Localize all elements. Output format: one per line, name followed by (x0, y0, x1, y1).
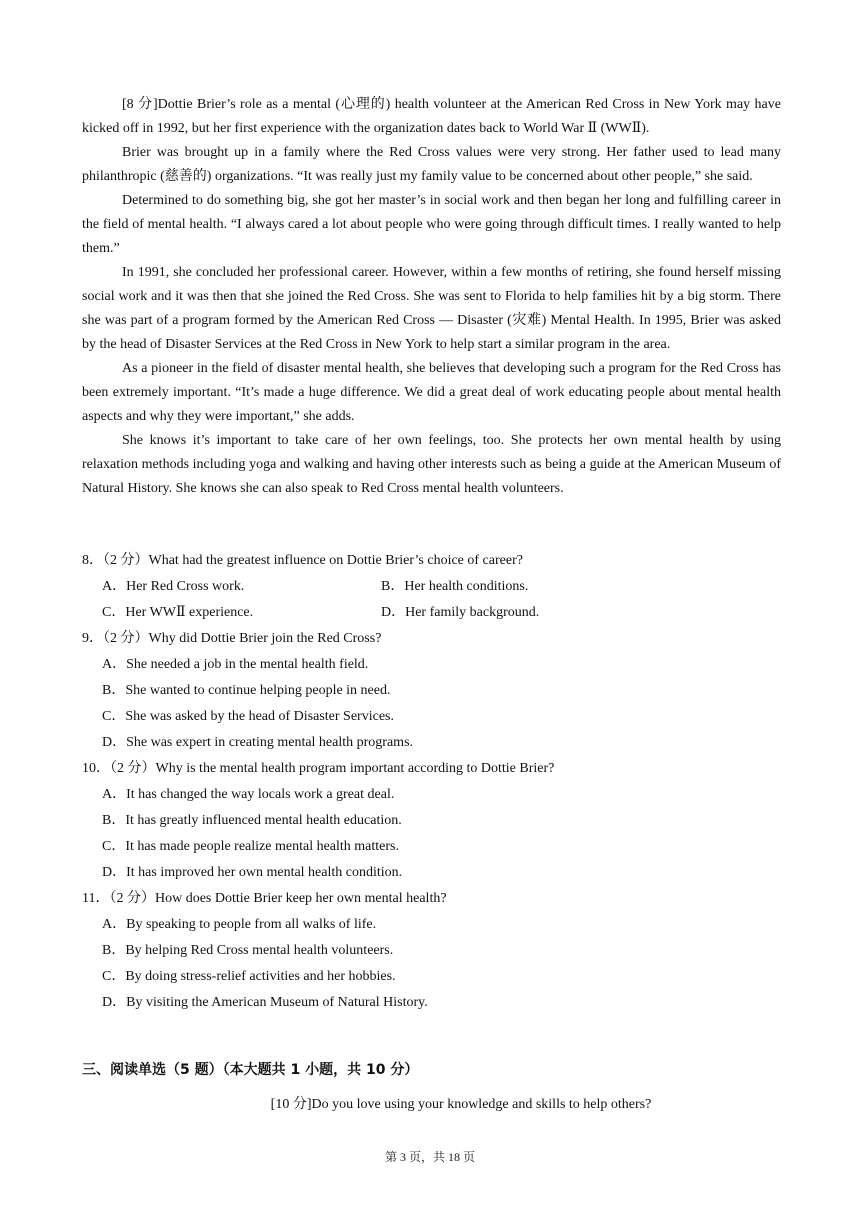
option-a: A．It has changed the way locals work a great deal. (102, 787, 395, 802)
option-b: B．By helping Red Cross mental health volunteers. (102, 943, 394, 958)
option-a: A．She needed a job in the mental health field. (102, 657, 369, 672)
option-b: B．Her health conditions. (381, 579, 529, 594)
option-a: A．By speaking to people from all walks of life. (102, 917, 377, 932)
reading-passage (82, 93, 781, 501)
option-c: C．Her WWⅡ experience. (102, 605, 254, 620)
option-a: A．Her Red Cross work. (102, 579, 245, 594)
option-d: D．Her family background. (381, 605, 540, 620)
option-c: C．It has made people realize mental health matters. (102, 839, 399, 854)
question-9 (82, 626, 781, 756)
option-d: D．It has improved her own mental health condition. (102, 865, 403, 880)
option-c: C．She was asked by the head of Disaster Services. (102, 709, 394, 724)
option-d: D．By visiting the American Museum of Natural History. (102, 995, 428, 1010)
question-10 (82, 756, 781, 886)
passage-paragraph-6: She knows it’s important to take care of her own feelings, too. She protects her own mental health by using relaxation methods including yoga and walking and having other interests such as being a guide at the American Museum of Natural History. She knows she can also speak to Red Cross mental health volunteers. (82, 433, 781, 496)
question-stem: 9．（2 分）Why did Dottie Brier join the Red Cross? (82, 631, 382, 646)
option-b: B．She wanted to continue helping people in need. (102, 683, 391, 698)
page-footer: 第 3 页，共 18 页 (384, 1150, 475, 1164)
section-heading: 三、阅读单选（5 题）（本大题共 1 小题，共 10 分） (82, 1062, 419, 1078)
question-stem: 10．（2 分）Why is the mental health program important according to Dottie Brier? (82, 761, 555, 776)
passage-paragraph-2: Brier was brought up in a family where the Red Cross values were very strong. Her father used to lead many philanthropic (慈善的) organizations. “It was really just my family value to be concerned about other people,” she said. (82, 145, 781, 184)
question-list (82, 548, 781, 1016)
passage-paragraph-5: As a pioneer in the field of disaster mental health, she believes that developing such a program for the Red Cross has been extremely important. “It’s made a huge difference. We did a great deal of work educating people about mental health aspects and why they were important,” she adds. (82, 361, 781, 424)
option-d: D．She was expert in creating mental health programs. (102, 735, 414, 750)
question-11 (82, 886, 781, 1016)
question-stem: 8．（2 分）What had the greatest influence on Dottie Brier’s choice of career? (82, 553, 523, 568)
question-stem: 11．（2 分）How does Dottie Brier keep her own mental health? (82, 891, 447, 906)
option-row (102, 600, 781, 626)
option-c: C．By doing stress-relief activities and her hobbies. (102, 969, 396, 984)
section-intro: [10 分]Do you love using your knowledge and skills to help others? (270, 1097, 652, 1112)
passage-paragraph-4: In 1991, she concluded her professional career. However, within a few months of retiring, she found herself missing social work and it was then that she joined the Red Cross. She was sent to Florida to help families hit by a big storm. There she was part of a program formed by the American Red Cross — Disaster (灾难) Mental Health. In 1995, Brier was asked by the head of Disaster Services at the Red Cross in New York to help start a similar program in the area. (82, 265, 781, 352)
question-8 (82, 548, 781, 626)
passage-paragraph-1: [8 分]Dottie Brier’s role as a mental (心理的) health volunteer at the American Red Cross in New York may have kicked off in 1992, but her first experience with the organization dates back to World War Ⅱ (WWⅡ). (82, 97, 781, 136)
option-b: B．It has greatly influenced mental health education. (102, 813, 402, 828)
option-row (102, 574, 781, 600)
passage-paragraph-3: Determined to do something big, she got her master’s in social work and then began her long and fulfilling career in the field of mental health. “I always cared a lot about people who were going through difficult times. I really wanted to help them.” (82, 193, 781, 256)
